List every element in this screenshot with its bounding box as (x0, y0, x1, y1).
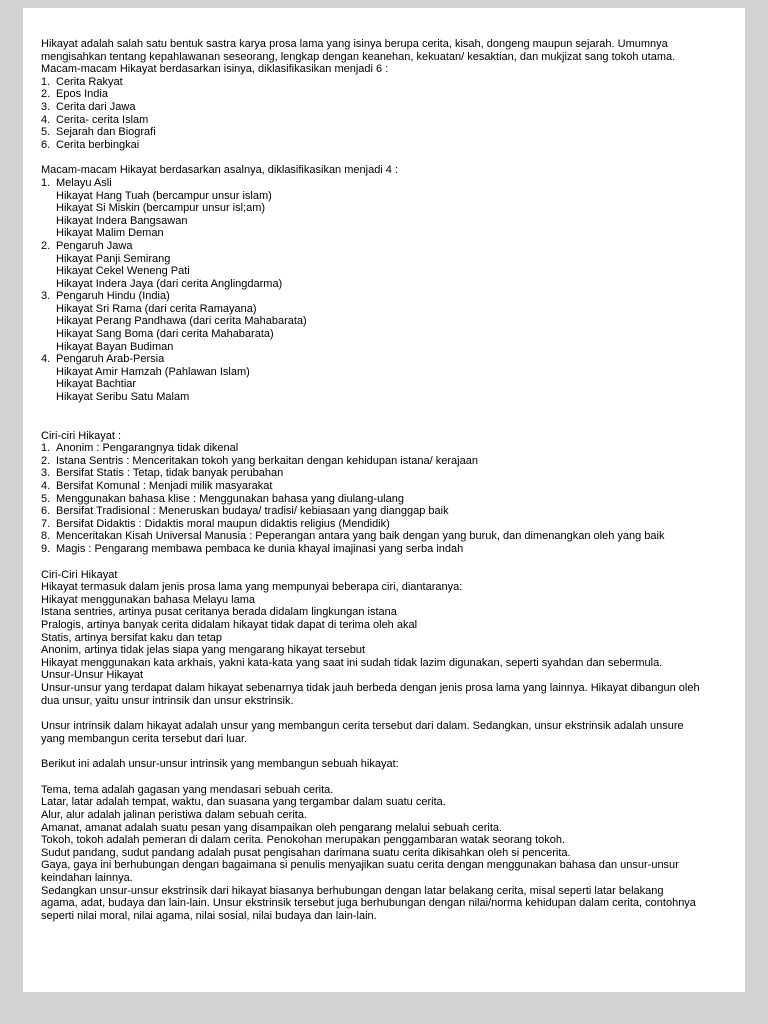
origin-groups-list (41, 177, 701, 404)
content-types-list (41, 76, 701, 152)
document-page (23, 8, 745, 992)
origin-sub-item: Hikayat Perang Pandhawa (dari cerita Mahabarata) (56, 315, 307, 328)
text-line: Anonim, artinya tidak jelas siapa yang mengarang hikayat tersebut (41, 644, 366, 657)
list-number: 1. (41, 176, 51, 189)
origin-sub-item: Hikayat Seribu Satu Malam (56, 391, 190, 404)
origin-sub-item: Hikayat Indera Jaya (dari cerita Anglingdarma) (56, 277, 283, 290)
text-line: Hikayat menggunakan kata arkhais, yakni kata-kata yang saat ini sudah tidak lazim digunakan, seperti syahdan dan sebermula. (41, 656, 663, 669)
origin-group-title-row (41, 240, 701, 253)
list-item-text: Cerita berbingkai (56, 138, 140, 151)
list-number: 7. (41, 517, 51, 530)
unsur-section (41, 784, 701, 923)
origin-sub-item: Hikayat Sri Rama (dari cerita Ramayana) (56, 302, 257, 315)
list-item-text: Cerita- cerita Islam (56, 113, 149, 126)
berikut-paragraph: Berikut ini adalah unsur-unsur intrinsik yang membangun sebuah hikayat: (41, 758, 399, 771)
list-number: 2. (41, 239, 51, 252)
origin-group-title: Pengaruh Jawa (56, 239, 133, 252)
list-item (41, 493, 701, 506)
origin-sub-item: Hikayat Indera Bangsawan (56, 214, 188, 227)
text-line: Istana sentries, artinya pusat ceritanya berada didalam lingkungan istana (41, 606, 397, 619)
list-number: 5. (41, 126, 51, 139)
list-number: 1. (41, 442, 51, 455)
list-item (41, 480, 701, 493)
origin-group-title-row (41, 353, 701, 366)
origin-group-title: Pengaruh Arab-Persia (56, 353, 165, 366)
list-number: 4. (41, 113, 51, 126)
origin-sub-item: Hikayat Cekel Weneng Pati (56, 265, 190, 278)
origin-intro: Macam-macam Hikayat berdasarkan asalnya, diklasifikasikan menjadi 4 : (41, 164, 399, 177)
list-number: 4. (41, 353, 51, 366)
list-item (41, 114, 701, 127)
origin-sub-item: Hikayat Bachtiar (56, 378, 137, 391)
list-item-text: Cerita Rakyat (56, 75, 123, 88)
origin-group (41, 290, 701, 353)
list-item-text: Menceritakan Kisah Universal Manusia : Peperangan antara yang baik dengan yang buruk, dan dimenangkan oleh yang baik (56, 530, 665, 543)
text-line: Tokoh, tokoh adalah pemeran di dalam cerita. Penokohan merupakan penggambaran watak seorang tokoh. (41, 834, 566, 847)
text-line: Tema, tema adalah gagasan yang mendasari sebuah cerita. (41, 783, 334, 796)
ciri2-heading: Ciri-Ciri Hikayat (41, 568, 118, 581)
ciri2-section (41, 569, 701, 708)
list-number: 6. (41, 505, 51, 518)
text-line: Gaya, gaya ini berhubungan dengan bagaimana si penulis menyajikan suatu cerita dengan menggunakan bahasa dan unsur-unsur keindahan lainnya. (41, 859, 679, 885)
text-line: Latar, latar adalah tempat, waktu, dan suasana yang tergambar dalam suatu cerita. (41, 796, 446, 809)
list-item (41, 505, 701, 518)
list-number: 2. (41, 88, 51, 101)
list-item (41, 76, 701, 89)
origin-group-title: Melayu Asli (56, 176, 112, 189)
origin-sub-item: Hikayat Amir Hamzah (Pahlawan Islam) (56, 365, 250, 378)
list-item (41, 101, 701, 114)
list-item-text: Anonim : Pengarangnya tidak dikenal (56, 442, 239, 455)
origin-sub-item: Hikayat Sang Boma (dari cerita Mahabarata) (56, 328, 274, 341)
origin-sub-item: Hikayat Si Miskin (bercampur unsur isl;am) (56, 202, 266, 215)
list-number: 3. (41, 467, 51, 480)
list-number: 1. (41, 75, 51, 88)
list-item-text: Menggunakan bahasa klise : Menggunakan bahasa yang diulang-ulang (56, 492, 404, 505)
text-line: Sedangkan unsur-unsur ekstrinsik dari hikayat biasanya berhubungan dengan latar belakang cerita, misal seperti latar belakang agama, adat, budaya dan lain-lain. Unsur ekstrinsik tersebut juga berhubungan dengan nilai/norma kehidupan dalam cerita, contohnya seperti nilai moral, nilai agama, nilai sosial, nilai budaya dan lain-lain. (41, 884, 696, 922)
text-line: Sudut pandang, sudut pandang adalah pusat pengisahan darimana suatu cerita dikisahkan oleh si pencerita. (41, 846, 571, 859)
origin-sub-item: Hikayat Hang Tuah (bercampur unsur islam) (56, 189, 272, 202)
text-line: Alur, alur adalah jalinan peristiwa dalam sebuah cerita. (41, 809, 307, 822)
list-item-text: Bersifat Statis : Tetap, tidak banyak perubahan (56, 467, 284, 480)
list-number: 2. (41, 454, 51, 467)
origin-sub-item: Hikayat Bayan Budiman (56, 340, 174, 353)
list-item (41, 543, 701, 556)
list-item (41, 530, 701, 543)
text-line: Hikayat termasuk dalam jenis prosa lama yang mempunyai beberapa ciri, diantaranya: (41, 581, 463, 594)
list-number: 4. (41, 480, 51, 492)
intrinsik-paragraph: Unsur intrinsik dalam hikayat adalah unsur yang membangun cerita tersebut dari dalam. Sedangkan, unsur ekstrinsik adalah unsure yang membangun cerita tersebut dari luar. (41, 720, 684, 745)
text-line: Statis, artinya bersifat kaku dan tetap (41, 631, 222, 644)
list-item (41, 88, 701, 101)
text-line: Amanat, amanat adalah suatu pesan yang disampaikan oleh pengarang melalui sebuah cerita. (41, 821, 503, 834)
list-item (41, 467, 701, 480)
list-item-text: Epos India (56, 88, 108, 101)
intro-paragraph: Hikayat adalah salah satu bentuk sastra karya prosa lama yang isinya berupa cerita, kisah, dongeng maupun sejarah. Umumnya mengisahkan tentang kepahlawanan seseorang, lengkap dengan keanehan, kekuatan/ kesaktian, dan mukjizat sang tokoh utama. Macam-macam Hikayat berdasarkan isinya, diklasifikasikan menjadi 6 : (41, 38, 676, 76)
origin-group (41, 177, 701, 240)
list-item (41, 518, 701, 531)
list-number: 3. (41, 100, 51, 113)
list-item-text: Bersifat Tradisional : Meneruskan budaya/ tradisi/ kebiasaan yang dianggap baik (56, 505, 449, 518)
list-item-text: Bersifat Didaktis : Didaktis moral maupun didaktis religius (Mendidik) (56, 517, 390, 530)
list-item-text: Bersifat Komunal : Menjadi milik masyarakat (56, 480, 273, 492)
unsur-unsur-heading: Unsur-Unsur Hikayat (41, 669, 144, 682)
list-item-text: Cerita dari Jawa (56, 100, 136, 113)
list-item-text: Sejarah dan Biografi (56, 126, 156, 139)
list-item (41, 139, 701, 152)
origin-sub-item: Hikayat Malim Deman (56, 227, 164, 240)
list-item-text: Istana Sentris : Menceritakan tokoh yang berkaitan dengan kehidupan istana/ kerajaan (56, 454, 478, 467)
list-item-text: Magis : Pengarang membawa pembaca ke dunia khayal imajinasi yang serba indah (56, 542, 464, 555)
origin-group-title: Pengaruh Hindu (India) (56, 290, 170, 303)
list-item (41, 455, 701, 468)
text-line: Unsur-unsur yang terdapat dalam hikayat sebenarnya tidak jauh berbeda dengan jenis prosa lama yang lainnya. Hikayat dibangun oleh dua unsur, yaitu unsur intrinsik dan unsur ekstrinsik. (41, 681, 700, 707)
text-line: Pralogis, artinya banyak cerita didalam hikayat tidak dapat di terima oleh akal (41, 618, 418, 631)
list-number: 9. (41, 542, 51, 555)
text-line: Hikayat menggunakan bahasa Melayu lama (41, 593, 256, 606)
ciri-list (41, 442, 701, 555)
origin-group (41, 240, 701, 290)
list-number: 6. (41, 138, 51, 151)
list-item (41, 442, 701, 455)
origin-group-title-row (41, 290, 701, 303)
origin-sub-item: Hikayat Panji Semirang (56, 252, 171, 265)
ciri-heading: Ciri-ciri Hikayat : (41, 429, 122, 442)
list-number: 5. (41, 492, 51, 505)
origin-group-title-row (41, 177, 701, 190)
origin-group (41, 353, 701, 403)
list-number: 3. (41, 290, 51, 303)
list-number: 8. (41, 530, 51, 543)
list-item (41, 126, 701, 139)
